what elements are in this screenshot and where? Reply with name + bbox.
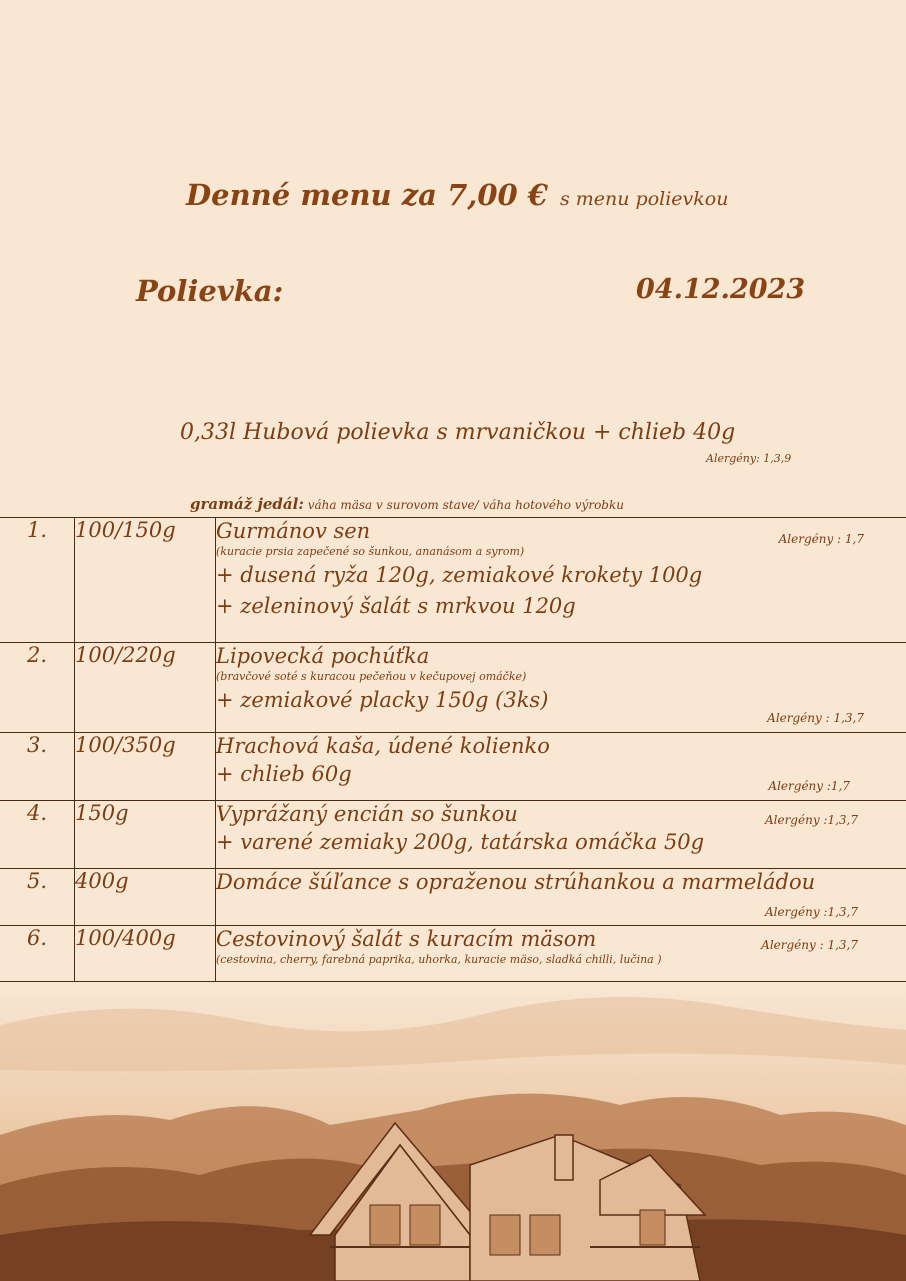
item-desc: (cestovina, cherry, farebná paprika, uhorka, kuracie mäso, sladká chilli, lučina ) — [216, 953, 662, 966]
item-name: Domáce šúľance s opraženou strúhankou a marmeládou — [216, 870, 816, 894]
table-row — [0, 643, 906, 733]
weight-note — [190, 495, 624, 513]
menu-date: 04.12.2023 — [636, 274, 806, 305]
item-side: + dusená ryža 120g, zemiakové krokety 100g — [216, 563, 703, 587]
item-name: Gurmánov sen — [216, 519, 371, 543]
item-weight: 150g — [75, 801, 216, 869]
item-allergens: Alergény : 1,7 — [778, 532, 864, 546]
item-allergens: Alergény :1,7 — [768, 779, 850, 793]
item-name: Vyprážaný encián so šunkou — [216, 802, 518, 826]
menu-subtitle: s menu polievkou — [559, 188, 729, 210]
item-side: + zemiakové placky 150g (3ks) — [216, 688, 549, 712]
item-number: 4. — [0, 801, 75, 869]
item-dish — [216, 869, 906, 926]
table-row — [0, 869, 906, 926]
soup-label: Polievka: — [136, 274, 284, 308]
item-number: 5. — [0, 869, 75, 926]
item-desc: (kuracie prsia zapečené so šunkou, ananásom a syrom) — [216, 545, 525, 558]
item-allergens: Alergény :1,3,7 — [764, 813, 858, 827]
item-name: Hrachová kaša, údené kolienko — [216, 734, 550, 758]
item-side: + zeleninový šalát s mrkvou 120g — [216, 594, 576, 618]
item-allergens: Alergény : 1,3,7 — [767, 711, 864, 725]
weight-note-label: gramáž jedál: — [190, 495, 304, 513]
item-allergens: Alergény :1,3,7 — [764, 905, 858, 919]
item-weight: 400g — [75, 869, 216, 926]
item-allergens: Alergény : 1,3,7 — [761, 938, 858, 952]
table-row — [0, 801, 906, 869]
item-number: 2. — [0, 643, 75, 733]
table-row — [0, 926, 906, 982]
item-weight: 100/350g — [75, 733, 216, 801]
item-dish — [216, 733, 906, 801]
item-weight: 100/150g — [75, 518, 216, 643]
table-row — [0, 518, 906, 643]
menu-title: Denné menu za 7,00 € s menu polievkou — [186, 178, 729, 212]
item-name: Lipovecká pochúťka — [216, 644, 430, 668]
item-dish — [216, 643, 906, 733]
item-side: + chlieb 60g — [216, 762, 352, 786]
item-side: + varené zemiaky 200g, tatárska omáčka 50g — [216, 830, 705, 854]
item-weight: 100/220g — [75, 643, 216, 733]
item-desc: (bravčové soté s kuracou pečeňou v kečupovej omáčke) — [216, 670, 527, 683]
mountain-chalet-illustration — [0, 985, 906, 1281]
item-number: 1. — [0, 518, 75, 643]
item-number: 3. — [0, 733, 75, 801]
item-dish — [216, 518, 906, 643]
item-number: 6. — [0, 926, 75, 982]
soup-allergens: Alergény: 1,3,9 — [706, 452, 792, 465]
table-row — [0, 733, 906, 801]
item-dish — [216, 926, 906, 982]
soup-line: 0,33l Hubová polievka s mrvaničkou + chlieb 40g — [180, 420, 736, 445]
item-dish — [216, 801, 906, 869]
menu-table — [0, 517, 906, 982]
item-name: Cestovinový šalát s kuracím mäsom — [216, 927, 597, 951]
weight-note-text: váha mäsa v surovom stave/ váha hotového výrobku — [307, 498, 624, 512]
item-weight: 100/400g — [75, 926, 216, 982]
